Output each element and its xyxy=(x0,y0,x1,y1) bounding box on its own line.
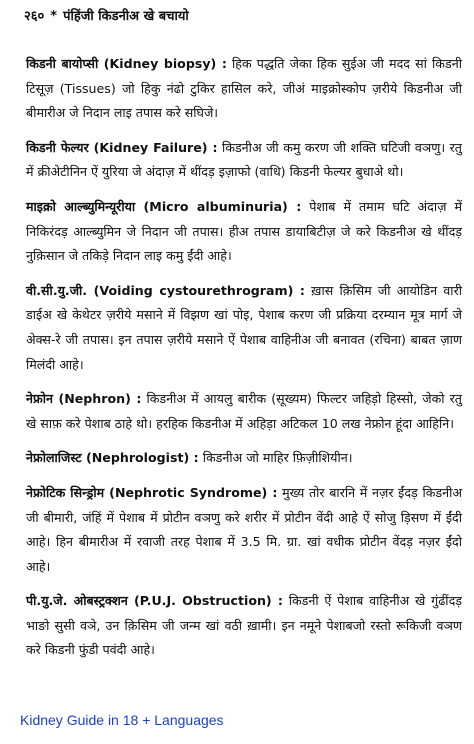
glossary-term: नेफ्रोन (Nephron) : xyxy=(26,391,142,407)
glossary-definition: मुख्य तोर बारनि में नज़र ईंदड़ किडनीअ जी बीमारी, जंहिं में पेशाब में प्रोटीन वञणु करे शरीर में प्रोटीन वेंदी आहे ऐं सोजु ड़िसण में ईंदी आहे। हिन बीमारीअ में रवाजी तरह पेशाब में 3.5 मि. ग्रा. खां वधीक प्रोटीन वेंदड़ नज़र ईंदो आहे। xyxy=(26,484,462,574)
glossary-term: नेफ्रोटिक सिन्ड्रोम (Nephrotic Syndrome) : xyxy=(26,484,278,500)
book-title: पंहिंजी किडनीअ खे बचायो xyxy=(63,9,189,24)
glossary-entry-nephrotic-syndrome xyxy=(26,481,462,579)
glossary-entry-vcug xyxy=(26,279,462,377)
glossary-definition: किडनीअ जो माहिर फ़िज़ीशियीन। xyxy=(202,450,353,466)
page-header xyxy=(24,6,462,24)
glossary-term: पी.यु.जे. ओबस्ट्रक्शन (P.U.J. Obstruction) : xyxy=(26,593,283,609)
glossary-entry-kidney-biopsy xyxy=(26,52,462,126)
glossary-term: किडनी बायोप्सी (Kidney biopsy) : xyxy=(26,56,227,71)
glossary-definition: पेशाब में तमाम घटि अंदाज़ में निकिरंदड़ आल्ब्युमिन जे निदान जी तपास। हीअ तपास डायाबिटीज़ जे करे किडनीअ खे थींदड़ नुक़िसान जे तकिड़े निदान लाइ कमु ईंदी आहे। xyxy=(26,198,462,264)
glossary-term: माइक्रो आल्ब्युमिन्यूरीया (Micro albuminuria) : xyxy=(26,198,302,214)
glossary-content xyxy=(26,52,462,663)
header-separator: * xyxy=(50,9,58,24)
glossary-entry-micro-albuminuria xyxy=(26,195,462,269)
glossary-definition: किडनीअ में आयलु बारीक (सूख्यम) फिल्टर जहिड़ो हिस्सो, जेको रतु खे साफ़ करे पेशाब ठाहे थो। हरहिक किडनीअ में अहिड़ा अटिकल 10 लख नेफ्रोन हूंदा आहिनि। xyxy=(26,391,462,431)
glossary-entry-nephron xyxy=(26,387,462,436)
glossary-term: किडनी फेल्यर (Kidney Failure) : xyxy=(26,139,218,155)
glossary-term: नेफ्रोलाजिस्ट (Nephrologist) : xyxy=(26,450,199,466)
glossary-entry-puj-obstruction xyxy=(26,589,462,663)
glossary-entry-nephrologist xyxy=(26,446,462,471)
glossary-definition: हिक पद्धति जेका हिक सुईअ जी मदद सां किडनी टिसूज़ (Tissues) जो हिकु नंढो टुकिर हासिल करे, जीअं माइक्रोस्कोप ज़रीये किडनीअ जी बीमारीअ जे निदान लाइ तपास करे सघिजे। xyxy=(26,56,462,121)
page-number: २६० xyxy=(24,9,45,24)
footer-guide-title: Kidney Guide in 18 + Languages xyxy=(20,712,224,728)
glossary-definition: किडनी ऐं पेशाब वाहिनीअ खे गुंढींदड़ भाङो सुसी वञे, उन क़िसिम जी जन्म खां वठी ख़ामी। इन नमूने पेशाबजो रस्तो रूकिजी वञण करे किडनी फुंडी पवंदी आहे। xyxy=(26,593,462,658)
glossary-term: वी.सी.यु.जी. (Voiding cystourethrogram) : xyxy=(26,282,305,298)
glossary-entry-kidney-failure xyxy=(26,136,462,185)
glossary-definition: किडनीअ जी कमु करण जी शक्ति घटिजी वञणु। रतु में क्रीअेटीनिन ऐं युरिया जे अंदाज़ में थींदड़ इज़ाफो (वाधि) किडनी फेल्यर बुधाअे थो। xyxy=(26,139,462,180)
glossary-definition: ख़ास क़िसिम जी आयोडिन वारी डाईअ खे केथेटर ज़रीये मसाने में विझण खां पोइ, पेशाब करण जी प्रक्रिया दरम्यान मूत्र मार्ग जे अेक्स-रे जी तपास। इन तपास ज़रीये मसाने ऐं पेशाब वाहिनीअ जी बनावत (रचिना) बाबत ज़ाण मिलंदी आहे। xyxy=(26,282,462,372)
